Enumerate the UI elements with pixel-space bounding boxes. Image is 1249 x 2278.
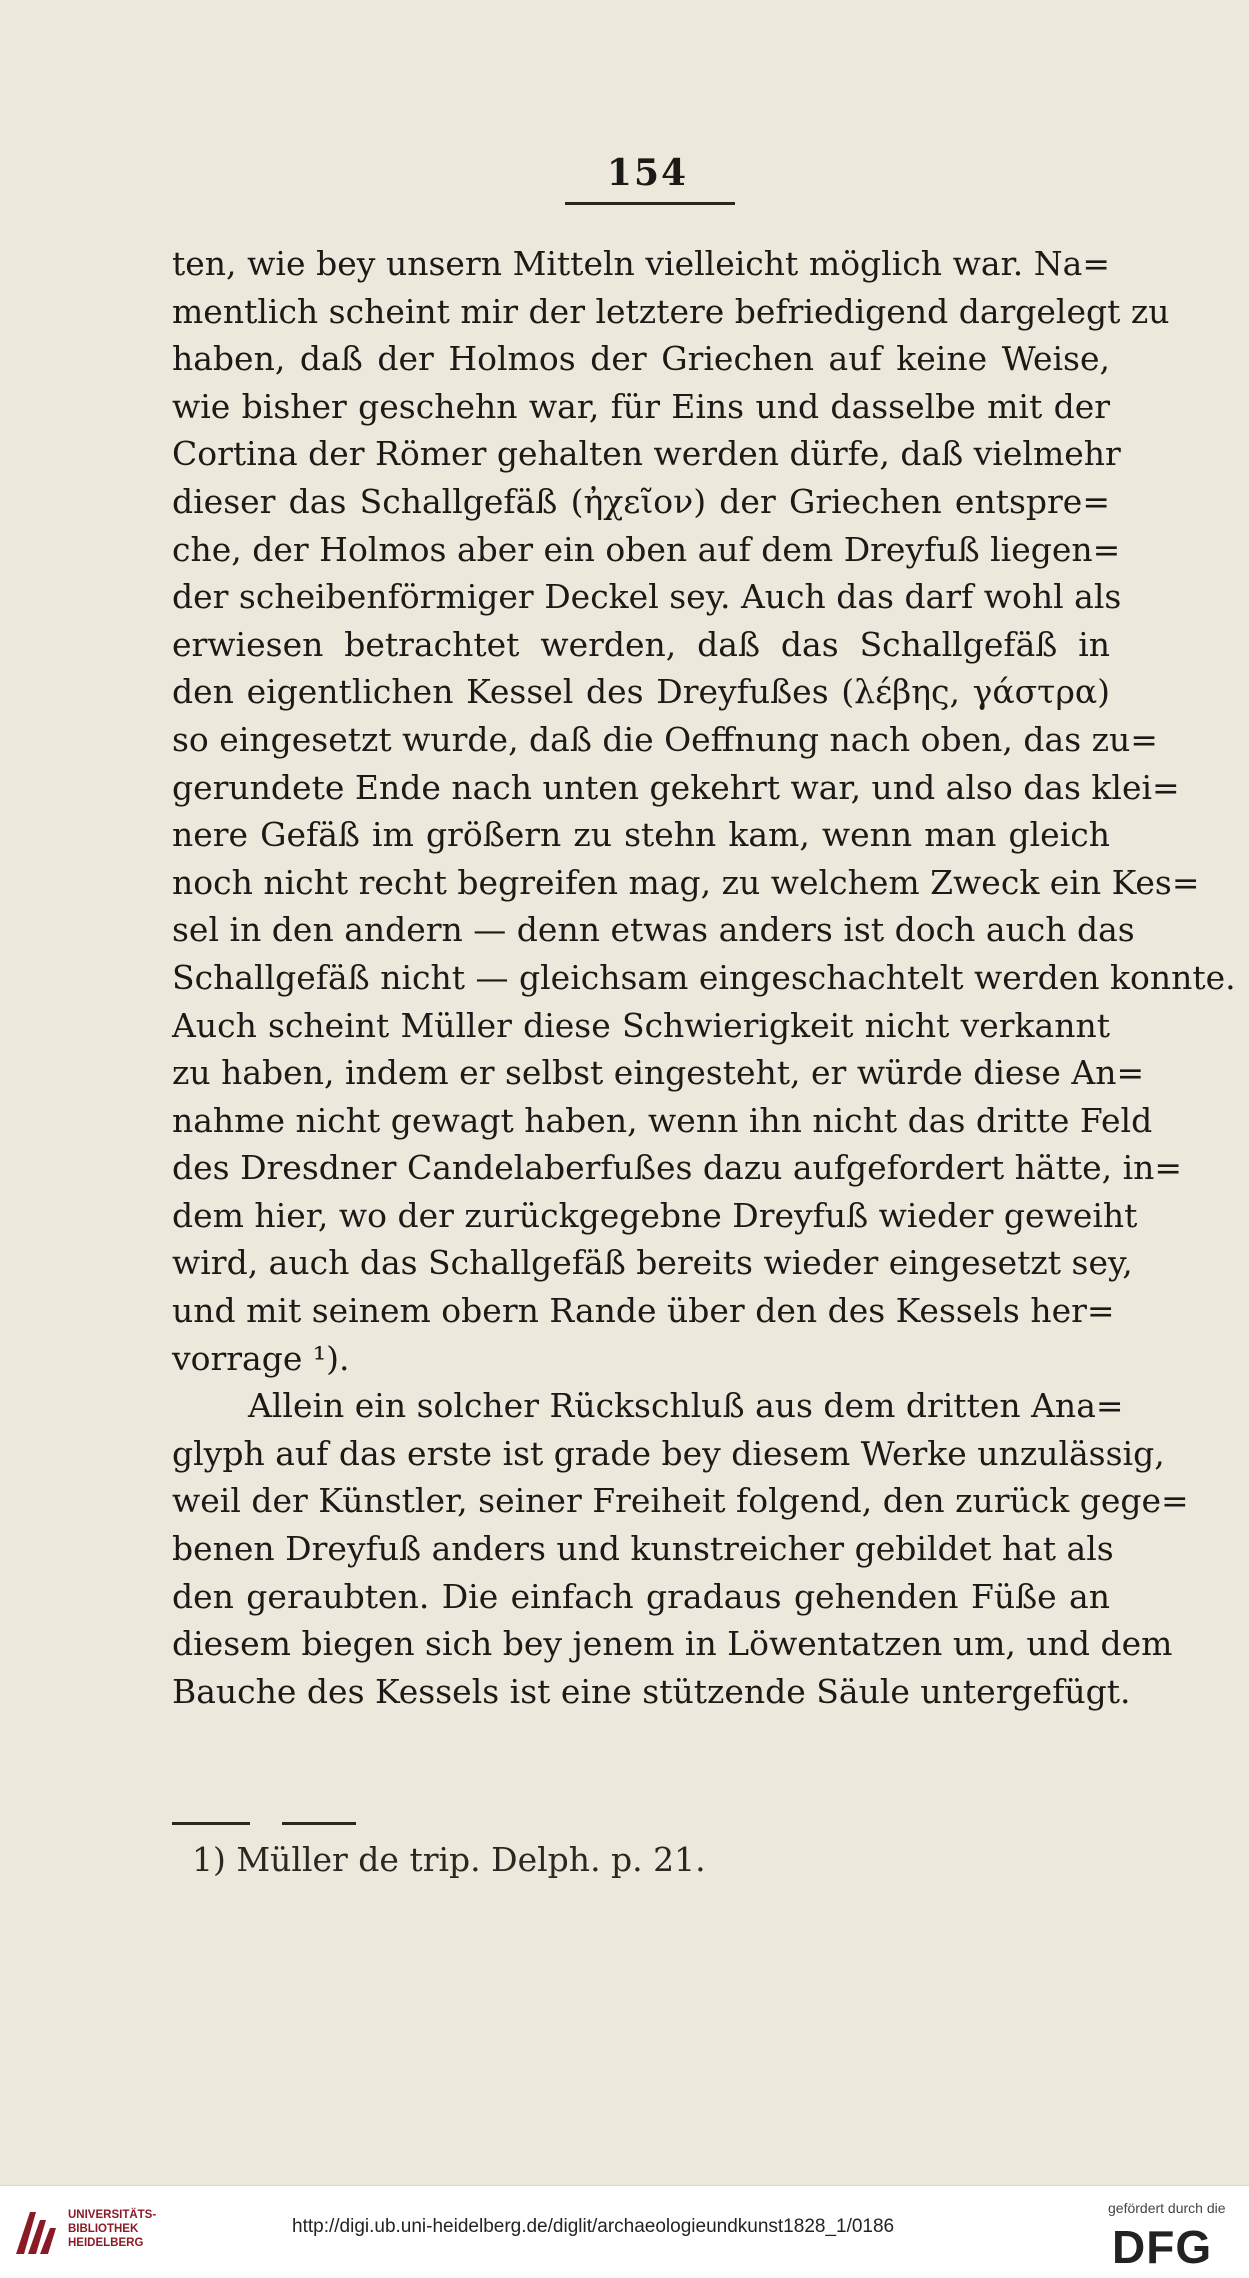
library-logo-icon <box>12 2206 60 2258</box>
text-line: glyph auf das erste ist grade bey diesem Werke unzulässig, <box>172 1433 1165 1473</box>
text-line: diesem biegen sich bey jenem in Löwentatzen um, und dem <box>172 1624 1173 1664</box>
text-line: che, der Holmos aber ein oben auf dem Dreyfuß liegen= <box>172 529 1121 569</box>
funder-caption: gefördert durch die <box>1108 2200 1226 2216</box>
text-line: den geraubten. Die einfach gradaus gehenden Füße an <box>172 1576 1110 1616</box>
text-line: weil der Künstler, seiner Freiheit folgend, den zurück gege= <box>172 1481 1189 1521</box>
text-line: noch nicht recht begreifen mag, zu welchem Zweck ein Kes= <box>172 862 1200 902</box>
text-line: wird, auch das Schallgefäß bereits wieder eingesetzt sey, <box>172 1243 1133 1283</box>
text-line: gerundete Ende nach unten gekehrt war, und also das klei= <box>172 767 1180 807</box>
text-line: den eigentlichen Kessel des Dreyfußes (λέβης, γάστρα) <box>172 672 1110 712</box>
text-line: des Dresdner Candelaberfußes dazu aufgefordert hätte, in= <box>172 1148 1183 1188</box>
text-line: benen Dreyfuß anders und kunstreicher gebildet hat als <box>172 1529 1114 1569</box>
text-line: Allein ein solcher Rückschluß aus dem dritten Ana= <box>248 1386 1124 1426</box>
library-name-line: HEIDELBERG <box>68 2237 144 2249</box>
text-line: Auch scheint Müller diese Schwierigkeit nicht verkannt <box>172 1005 1110 1045</box>
text-line: vorrage ¹). <box>172 1338 350 1378</box>
text-line: haben, daß der Holmos der Griechen auf keine Weise, <box>172 339 1110 379</box>
viewer-footer <box>0 2185 1249 2278</box>
text-line: Cortina der Römer gehalten werden dürfe, daß vielmehr <box>172 434 1121 474</box>
footnote: 1) Müller de trip. Delph. p. 21. <box>192 1840 706 1879</box>
footnote-rule-right <box>282 1822 356 1825</box>
text-line: der scheibenförmiger Deckel sey. Auch das darf wohl als <box>172 577 1122 617</box>
text-line: dieser das Schallgefäß (ἠχεῖον) der Griechen entspre= <box>172 481 1110 521</box>
text-line: so eingesetzt wurde, daß die Oeffnung nach oben, das zu= <box>172 719 1158 759</box>
text-line: Schallgefäß nicht — gleichsam eingeschachtelt werden konnte. <box>172 957 1236 997</box>
text-line: mentlich scheint mir der letztere befriedigend dargelegt zu <box>172 291 1170 331</box>
dfg-logo[interactable]: DFG <box>1112 2221 1213 2273</box>
text-line: sel in den andern — denn etwas anders ist doch auch das <box>172 910 1135 950</box>
library-name-line: UNIVERSITÄTS- <box>68 2209 157 2221</box>
text-line: nahme nicht gewagt haben, wenn ihn nicht das dritte Feld <box>172 1100 1153 1140</box>
text-line: wie bisher geschehn war, für Eins und dasselbe mit der <box>172 386 1110 426</box>
body-text <box>172 240 1236 1715</box>
library-name-line: BIBLIOTHEK <box>68 2223 139 2235</box>
text-line: erwiesen betrachtet werden, daß das Schallgefäß in <box>172 624 1110 664</box>
page-number: 154 <box>606 152 689 194</box>
text-line: und mit seinem obern Rande über den des Kessels her= <box>172 1291 1115 1331</box>
text-line: Bauche des Kessels ist eine stützende Säule untergefügt. <box>172 1671 1131 1711</box>
text-line: nere Gefäß im größern zu stehn kam, wenn man gleich <box>172 815 1110 855</box>
footnote-rule-left <box>172 1822 250 1825</box>
permalink-url[interactable]: http://digi.ub.uni-heidelberg.de/diglit/archaeologieundkunst1828_1/0186 <box>292 2216 895 2237</box>
library-name[interactable] <box>68 2208 156 2250</box>
text-line: dem hier, wo der zurückgegebne Dreyfuß wieder geweiht <box>172 1195 1138 1235</box>
text-line: zu haben, indem er selbst eingesteht, er würde diese An= <box>172 1053 1145 1093</box>
header-rule <box>565 202 735 205</box>
text-line: ten, wie bey unsern Mitteln vielleicht möglich war. Na= <box>172 244 1110 283</box>
